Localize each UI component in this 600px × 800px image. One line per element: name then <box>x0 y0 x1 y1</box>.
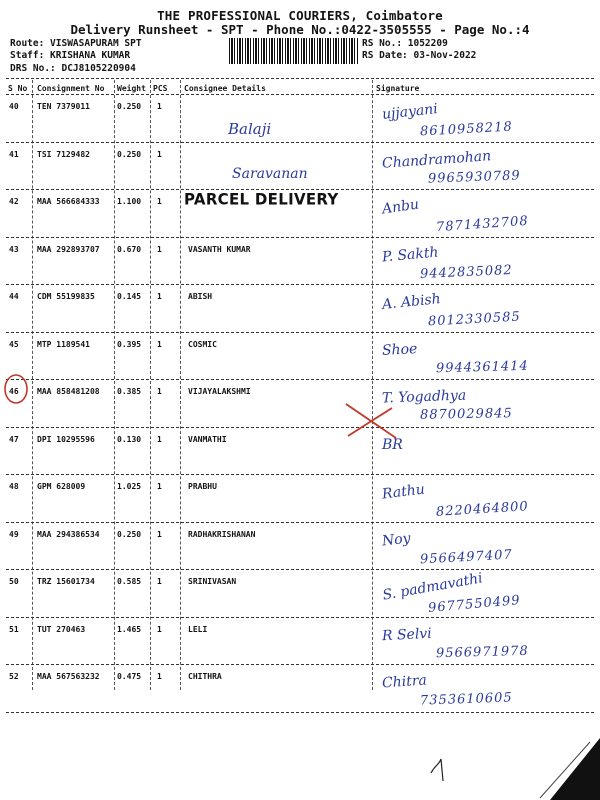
pieces-count: 1 <box>157 624 162 634</box>
signature-name: P. Sakth <box>381 244 440 265</box>
consignment-number: MAA 294386534 <box>37 529 100 539</box>
row-serial-number: 42 <box>9 197 19 206</box>
weight-value: 0.670 <box>117 244 142 254</box>
signature-name: BR <box>382 436 403 453</box>
row-serial-number: 52 <box>9 672 19 681</box>
row-divider <box>6 284 594 285</box>
consignment-number: CDM 55199835 <box>37 292 95 301</box>
consignment-number: TSI 7129482 <box>37 149 90 159</box>
consignee-name: RADHAKRISHANAN <box>188 529 256 539</box>
consignee-name: VIJAYALAKSHMI <box>188 387 251 396</box>
row-serial-number: 51 <box>9 624 19 634</box>
col-signature-header: Signature <box>376 84 420 93</box>
row-serial-number: 46 <box>9 387 19 396</box>
page-corner-fold <box>530 738 600 800</box>
signature-phone: 9566497407 <box>419 547 514 567</box>
row-divider <box>6 474 594 475</box>
row-serial-number: 45 <box>9 339 19 349</box>
col-pcs-header: PCS <box>153 84 168 93</box>
column-separator <box>114 80 115 690</box>
rs-date: RS Date: 03-Nov-2022 <box>362 50 477 61</box>
column-separator <box>32 80 33 690</box>
signature-name: T. Yogadhya <box>381 387 467 407</box>
signature-name: Anbu <box>381 196 421 218</box>
stray-pen-mark <box>425 755 455 785</box>
row-serial-number: 48 <box>9 482 19 491</box>
weight-value: 0.250 <box>117 102 142 111</box>
pieces-count: 1 <box>157 149 162 159</box>
row-divider <box>6 569 594 570</box>
signature-phone: 8870029845 <box>419 406 513 423</box>
column-separator <box>150 80 151 690</box>
rs-number: RS No.: 1052209 <box>362 38 448 49</box>
row-serial-number: 50 <box>9 577 19 586</box>
column-separator <box>180 80 181 690</box>
consignee-name: CHITHRA <box>188 672 222 681</box>
weight-value: 0.395 <box>117 339 142 349</box>
pieces-count: 1 <box>157 292 162 301</box>
runsheet-title: THE PROFESSIONAL COURIERS, Coimbatore <box>157 8 443 23</box>
red-circle-mark <box>2 372 32 406</box>
handwritten-consignee: Balaji <box>228 120 272 138</box>
signature-name: Rathu <box>381 481 426 503</box>
header-bottom-rule <box>6 94 594 95</box>
signature-name: R Selvi <box>381 625 433 644</box>
signature-phone: 8012330585 <box>427 309 522 330</box>
header-top-rule <box>6 78 594 79</box>
col-weight-header: Weight <box>117 84 146 93</box>
col-consignee-header: Consignee Details <box>184 84 266 93</box>
handwritten-consignee: Saravanan <box>232 166 308 182</box>
row-divider <box>6 427 594 428</box>
weight-value: 0.250 <box>117 529 142 539</box>
signature-name: Shoe <box>381 340 418 359</box>
drs-number: DRS No.: DCJ8105220904 <box>10 63 136 74</box>
row-divider <box>6 522 594 523</box>
column-separator <box>372 80 373 690</box>
row-serial-number: 41 <box>9 149 19 159</box>
signature-phone: 8220464800 <box>435 499 530 520</box>
consignee-name: LELI <box>188 624 208 634</box>
signature-phone: 7871432708 <box>435 213 530 236</box>
consignment-number: TUT 270463 <box>37 624 86 634</box>
row-divider <box>6 237 594 238</box>
consignment-number: MAA 567563232 <box>37 672 100 681</box>
row-divider <box>6 142 594 143</box>
row-divider <box>6 379 594 380</box>
pieces-count: 1 <box>157 482 162 491</box>
pieces-count: 1 <box>157 339 162 349</box>
row-serial-number: 49 <box>9 529 19 539</box>
signature-phone: 7353610605 <box>419 690 513 709</box>
signature-name: Noy <box>381 530 412 549</box>
pieces-count: 1 <box>157 672 162 681</box>
consignment-number: MAA 858481208 <box>37 387 100 396</box>
consignee-name: COSMIC <box>188 339 217 349</box>
consignee-name: VASANTH KUMAR <box>188 244 251 254</box>
signature-phone: 9566971978 <box>435 643 529 661</box>
row-divider <box>6 712 594 713</box>
consignment-number: TEN 7379011 <box>37 102 90 111</box>
weight-value: 0.130 <box>117 434 142 444</box>
row-divider <box>6 664 594 665</box>
col-sno-header: S No <box>8 84 28 93</box>
signature-phone: 9944361414 <box>435 358 529 376</box>
consignee-name: ABISH <box>188 292 213 301</box>
consignee-name: SRINIVASAN <box>188 577 237 586</box>
row-divider <box>6 332 594 333</box>
consignment-number: DPI 10295596 <box>37 434 95 444</box>
signature-phone: 8610958218 <box>419 119 514 140</box>
consignment-number: MAA 292893707 <box>37 244 100 254</box>
pieces-count: 1 <box>157 577 162 586</box>
consignment-number: TRZ 15601734 <box>37 577 95 586</box>
pieces-count: 1 <box>157 102 162 111</box>
weight-value: 0.145 <box>117 292 142 301</box>
row-serial-number: 47 <box>9 434 19 444</box>
pieces-count: 1 <box>157 529 162 539</box>
pieces-count: 1 <box>157 387 162 396</box>
signature-phone: 9965930789 <box>427 167 521 187</box>
signature-name: Chandramohan <box>381 147 492 172</box>
col-consignment-header: Consignment No <box>37 84 105 93</box>
pieces-count: 1 <box>157 434 162 444</box>
weight-value: 0.250 <box>117 149 142 159</box>
row-divider <box>6 617 594 618</box>
signature-name: A. Abish <box>381 290 442 314</box>
weight-value: 1.100 <box>117 197 142 206</box>
barcode-image <box>229 38 359 64</box>
weight-value: 0.385 <box>117 387 142 396</box>
row-serial-number: 44 <box>9 292 19 301</box>
signature-name: Chitra <box>381 672 428 692</box>
weight-value: 0.585 <box>117 577 142 586</box>
signature-phone: 9677550499 <box>427 592 522 617</box>
consignment-number: MAA 566684333 <box>37 197 100 206</box>
signature-name: ujjayani <box>381 101 439 123</box>
parcel-delivery-stamp: PARCEL DELIVERY <box>184 189 339 209</box>
row-serial-number: 43 <box>9 244 19 254</box>
consignee-name: PRABHU <box>188 482 217 491</box>
consignment-number: MTP 1189541 <box>37 339 90 349</box>
consignee-name: VANMATHI <box>188 434 227 444</box>
weight-value: 0.475 <box>117 672 142 681</box>
staff-label: Staff: KRISHANA KUMAR <box>10 50 131 61</box>
row-serial-number: 40 <box>9 102 19 111</box>
signature-name: S. padmavathi <box>381 570 484 604</box>
weight-value: 1.465 <box>117 624 142 634</box>
weight-value: 1.025 <box>117 482 142 491</box>
pieces-count: 1 <box>157 244 162 254</box>
red-cross-mark <box>342 400 402 442</box>
route-label: Route: VISWASAPURAM SPT <box>10 38 142 49</box>
runsheet-subtitle: Delivery Runsheet - SPT - Phone No.:0422-3505555 - Page No.:4 <box>70 22 530 37</box>
signature-phone: 9442835082 <box>419 262 514 282</box>
pieces-count: 1 <box>157 197 162 206</box>
consignment-number: GPM 628009 <box>37 482 86 491</box>
